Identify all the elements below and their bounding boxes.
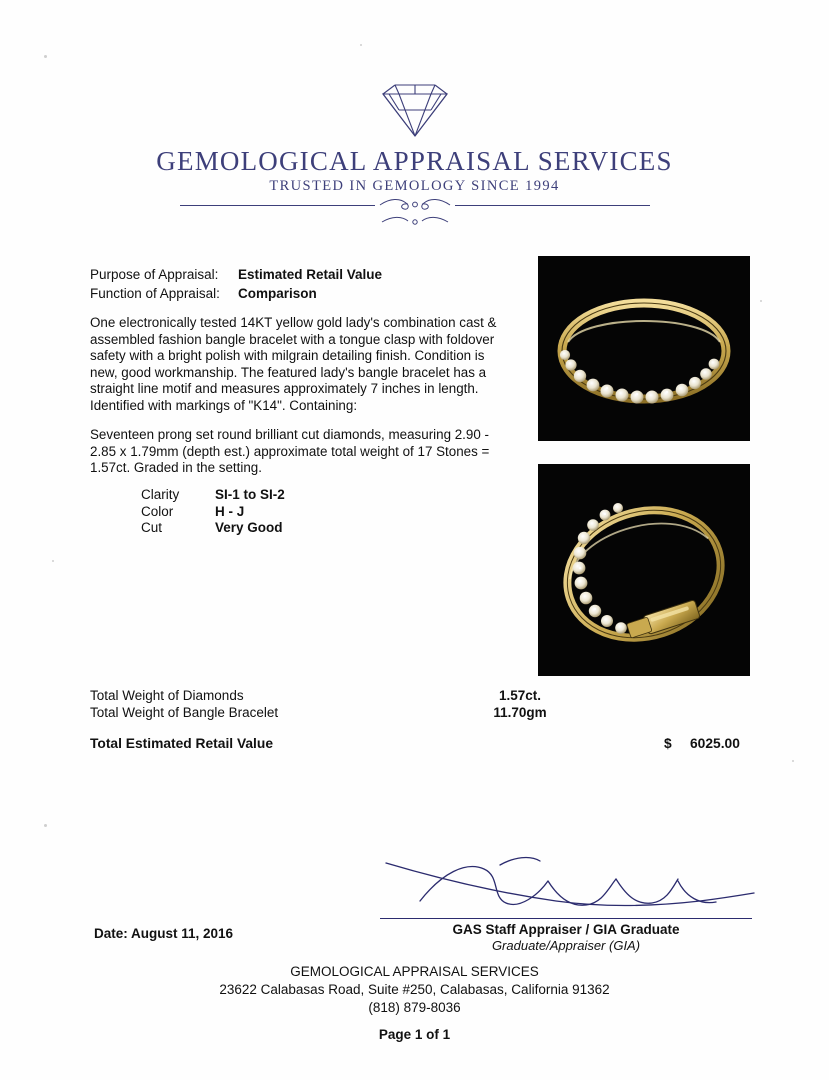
- scan-speck: [44, 55, 47, 58]
- spec-value-cut: Very Good: [215, 520, 283, 535]
- function-value: Comparison: [238, 286, 317, 301]
- item-description-paragraph: One electronically tested 14KT yellow gold lady's combination cast & assembled fashion bangle bracelet with a tongue clasp with foldover safety with a bright polish with milgrain detailing finish. Condition is new, good workmanship. The featured lady's bangle bracelet has a straight line motif and measures approximately 7 inches in length. Identified with markings of "K14". Containing:: [90, 315, 497, 413]
- company-name: GEMOLOGICAL APPRAISAL SERVICES: [156, 146, 673, 176]
- header-divider: [180, 198, 650, 212]
- totals-values: [460, 688, 580, 721]
- appraiser-subtitle: Graduate/Appraiser (GIA): [491, 938, 641, 953]
- scan-speck: [792, 760, 794, 762]
- spec-label-cut: Cut: [141, 520, 163, 535]
- appraisal-date: Date: August 11, 2016: [94, 926, 234, 941]
- stone-description-paragraph: Seventeen prong set round brilliant cut diamonds, measuring 2.90 - 2.85 x 1.79mm (depth est.) approximate total weight of 17 Stones = 1.57ct. Graded in the setting.: [90, 427, 490, 475]
- flourish-ornament-secondary-icon: [380, 215, 450, 234]
- function-label: Function of Appraisal:: [90, 286, 220, 301]
- spec-label-clarity: Clarity: [141, 487, 180, 502]
- purpose-row: [90, 265, 382, 284]
- purpose-block: [90, 265, 382, 303]
- grand-total-label: Total Estimated Retail Value: [90, 736, 273, 751]
- bangle-bracelet-photo-bottom: [538, 464, 750, 676]
- signature-mark: [380, 845, 760, 925]
- document-footer: [0, 963, 829, 1044]
- spec-value-color: H - J: [215, 503, 245, 519]
- scan-speck: [360, 44, 362, 46]
- footer-phone: (818) 879-8036: [368, 1000, 461, 1015]
- document-header: [0, 80, 829, 212]
- footer-address: 23622 Calabasas Road, Suite #250, Calabasas, California 91362: [219, 982, 610, 997]
- purpose-value: Estimated Retail Value: [238, 267, 383, 282]
- spec-value-clarity: SI-1 to SI-2: [215, 487, 285, 502]
- total-diamonds-label: Total Weight of Diamonds: [90, 688, 244, 703]
- spec-label-color: Color: [141, 503, 174, 519]
- function-row: [90, 284, 382, 303]
- purpose-label: Purpose of Appraisal:: [90, 267, 219, 282]
- total-bracelet-value: 11.70gm: [493, 704, 547, 720]
- signature-line: [380, 918, 752, 919]
- scan-speck: [44, 824, 47, 827]
- footer-company: GEMOLOGICAL APPRAISAL SERVICES: [290, 964, 539, 979]
- bangle-bracelet-photo-top: [538, 256, 750, 441]
- grand-total-value: 6025.00: [690, 736, 740, 751]
- diamond-icon: [355, 80, 475, 142]
- spec-row-clarity: [141, 487, 285, 504]
- tagline: TRUSTED IN GEMOLOGY SINCE 1994: [269, 178, 560, 194]
- grand-total-currency: $: [664, 736, 672, 751]
- scan-speck: [760, 300, 762, 302]
- total-diamonds-value: 1.57ct.: [498, 688, 542, 703]
- footer-page-number: Page 1 of 1: [378, 1027, 451, 1042]
- total-bracelet-label: Total Weight of Bangle Bracelet: [90, 704, 279, 720]
- totals-labels: [90, 688, 278, 721]
- spec-row-cut: [141, 520, 285, 537]
- grading-specs-list: [141, 487, 285, 537]
- spec-row-color: [141, 504, 285, 521]
- scan-speck: [52, 560, 54, 562]
- appraiser-title: GAS Staff Appraiser / GIA Graduate: [452, 922, 680, 937]
